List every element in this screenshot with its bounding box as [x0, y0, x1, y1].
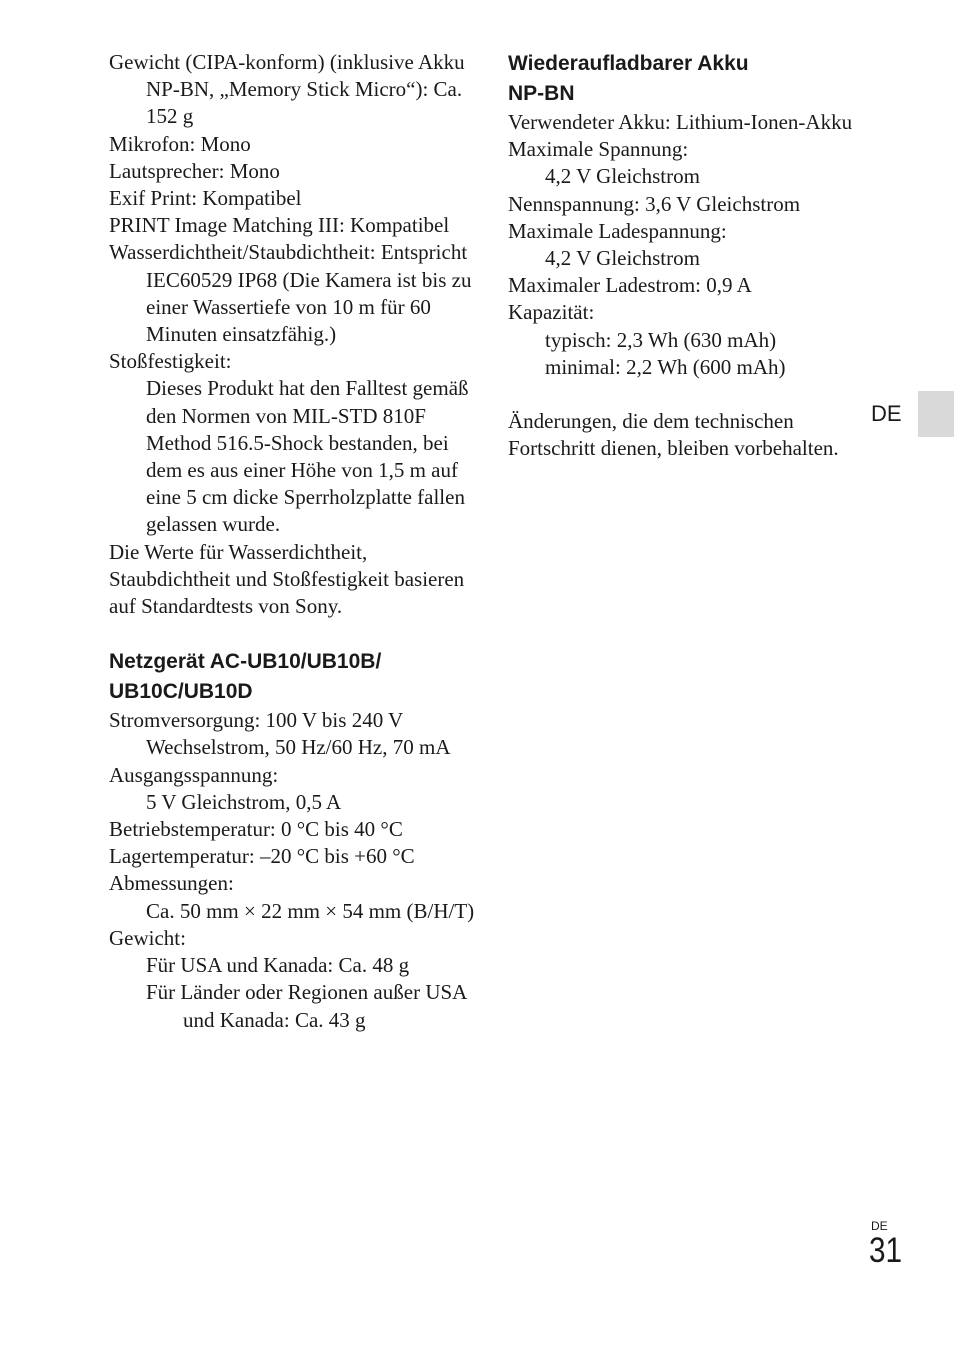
left-column — [109, 49, 489, 1034]
battery-heading — [508, 49, 868, 109]
spec-weight-usa: Für USA und Kanada: Ca. 48 g — [146, 953, 410, 978]
spec-output-voltage-label: Ausgangsspannung: — [109, 762, 279, 787]
spec-capacity-typical: typisch: 2,3 Wh (630 mAh) — [545, 327, 777, 352]
spec-waterproof: Wasserdichtheit/Staubdichtheit: Entspricht IEC60529 IP68 (Die Kamera ist bis zu einer Wassertiefe von 10 m für 60 Minuten einsatzfähig.) — [109, 240, 472, 347]
spec-max-voltage-value: 4,2 V Gleichstrom — [545, 164, 700, 189]
spec-max-charge-voltage-label: Maximale Ladespannung: — [508, 218, 727, 243]
adapter-heading — [109, 647, 489, 707]
spec-max-charge-voltage-value: 4,2 V Gleichstrom — [545, 246, 700, 271]
spec-test-note: Die Werte für Wasserdichtheit, Staubdichtheit und Stoßfestigkeit basieren auf Standardtests von Sony. — [109, 539, 465, 619]
battery-heading-line1: Wiederaufladbarer Akku — [508, 52, 749, 75]
adapter-heading-line2: UB10C/UB10D — [109, 680, 253, 704]
spec-nominal-voltage: Nennspannung: 3,6 V Gleichstrom — [508, 191, 801, 216]
spec-weight-other: Für Länder oder Regionen außer USA und Kanada: Ca. 43 g — [146, 980, 467, 1032]
change-notice: Änderungen, die dem technischen Fortschritt dienen, bleiben vorbehalten. — [508, 409, 839, 461]
spec-dimensions-value: Ca. 50 mm × 22 mm × 54 mm (B/H/T) — [146, 898, 475, 923]
spec-shockproof-label: Stoßfestigkeit: — [109, 349, 232, 374]
spec-speaker: Lautsprecher: Mono — [109, 158, 280, 183]
spec-microphone: Mikrofon: Mono — [109, 131, 251, 156]
battery-heading-line2: NP-BN — [508, 82, 575, 105]
spec-storage-temperature: Lagertemperatur: –20 °C bis +60 °C — [109, 844, 415, 869]
spec-dimensions-label: Abmessungen: — [109, 871, 234, 896]
page-number: 31 — [869, 1231, 903, 1270]
language-tab-label: DE — [871, 401, 902, 426]
spec-max-voltage-label: Maximale Spannung: — [508, 137, 689, 162]
spec-shockproof-text: Dieses Produkt hat den Falltest gemäß den Normen von MIL-STD 810F Method 516.5-Shock bestanden, bei dem es aus einer Höhe von 1,5 m auf eine 5 cm dicke Sperrholzplatte fallen gelassen wurde. — [146, 376, 469, 537]
spec-weight-camera: Gewicht (CIPA-konform) (inklusive Akku NP-BN, „Memory Stick Micro“): Ca. 152 g — [109, 50, 465, 129]
adapter-heading-line1: Netzgerät AC-UB10/UB10B/ — [109, 650, 382, 674]
spec-exif-print: Exif Print: Kompatibel — [109, 186, 302, 211]
spec-capacity-label: Kapazität: — [508, 300, 595, 325]
spec-power-supply: Stromversorgung: 100 V bis 240 V Wechselstrom, 50 Hz/60 Hz, 70 mA — [109, 708, 451, 760]
footer-language: DE — [871, 1219, 888, 1233]
spec-battery-type: Verwendeter Akku: Lithium-Ionen-Akku — [508, 110, 853, 134]
spec-weight-label: Gewicht: — [109, 925, 186, 950]
spec-capacity-minimal: minimal: 2,2 Wh (600 mAh) — [545, 354, 786, 379]
spec-output-voltage-value: 5 V Gleichstrom, 0,5 A — [146, 789, 342, 814]
spec-operating-temperature: Betriebstemperatur: 0 °C bis 40 °C — [109, 817, 403, 842]
spec-print-image-matching: PRINT Image Matching III: Kompatibel — [109, 213, 450, 238]
language-tab — [918, 391, 954, 437]
spec-max-charge-current: Maximaler Ladestrom: 0,9 A — [508, 273, 752, 298]
right-column — [508, 49, 868, 462]
